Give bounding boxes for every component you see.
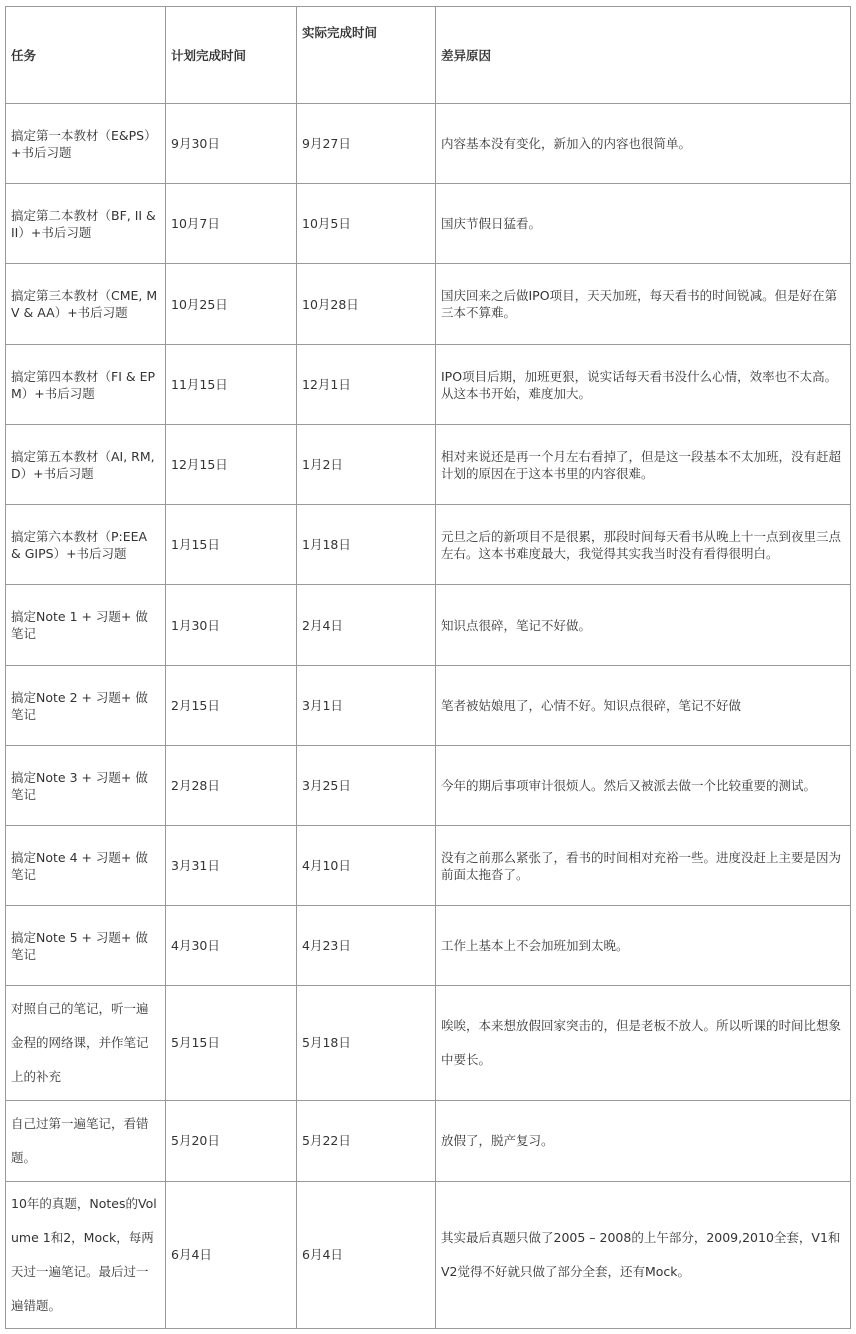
task-cell: 搞定第二本教材（BF, II & II）+书后习题 <box>6 184 166 264</box>
table-body <box>6 7 851 1329</box>
header-planned-date: 计划完成时间 <box>166 7 297 104</box>
table-row <box>6 345 851 425</box>
actual-date-cell: 2月4日 <box>297 585 436 666</box>
planned-date-cell: 11月15日 <box>166 345 297 425</box>
planned-date-cell: 9月30日 <box>166 104 297 184</box>
reason-cell: 今年的期后事项审计很烦人。然后又被派去做一个比较重要的测试。 <box>436 746 851 826</box>
task-cell: 搞定Note 4 + 习题+ 做笔记 <box>6 826 166 906</box>
actual-date-cell: 5月22日 <box>297 1101 436 1182</box>
table-row <box>6 264 851 345</box>
table-row <box>6 1101 851 1182</box>
planned-date-cell: 10月7日 <box>166 184 297 264</box>
planned-date-cell: 5月20日 <box>166 1101 297 1182</box>
task-cell: 10年的真题，Notes的Volume 1和2，Mock，每两天过一遍笔记。最后过一遍错题。 <box>6 1182 166 1329</box>
table-row <box>6 666 851 746</box>
actual-date-cell: 5月18日 <box>297 986 436 1101</box>
table-row <box>6 184 851 264</box>
actual-date-cell: 4月23日 <box>297 906 436 986</box>
schedule-table <box>5 6 851 1329</box>
actual-date-cell: 6月4日 <box>297 1182 436 1329</box>
actual-date-cell: 1月2日 <box>297 425 436 505</box>
actual-date-cell: 3月1日 <box>297 666 436 746</box>
planned-date-cell: 1月15日 <box>166 505 297 585</box>
table-row <box>6 1182 851 1329</box>
planned-date-cell: 6月4日 <box>166 1182 297 1329</box>
actual-date-cell: 10月28日 <box>297 264 436 345</box>
planned-date-cell: 12月15日 <box>166 425 297 505</box>
reason-cell: 相对来说还是再一个月左右看掉了，但是这一段基本不太加班，没有赶超计划的原因在于这本书里的内容很难。 <box>436 425 851 505</box>
task-cell: 搞定Note 2 + 习题+ 做笔记 <box>6 666 166 746</box>
table-row <box>6 906 851 986</box>
actual-date-cell: 3月25日 <box>297 746 436 826</box>
actual-date-cell: 1月18日 <box>297 505 436 585</box>
header-reason: 差异原因 <box>436 7 851 104</box>
reason-cell: 国庆节假日猛看。 <box>436 184 851 264</box>
actual-date-cell: 12月1日 <box>297 345 436 425</box>
planned-date-cell: 1月30日 <box>166 585 297 666</box>
header-actual-date: 实际完成时间 <box>297 7 436 104</box>
actual-date-cell: 4月10日 <box>297 826 436 906</box>
reason-cell: IPO项目后期，加班更狠，说实话每天看书没什么心情，效率也不太高。从这本书开始，难度加大。 <box>436 345 851 425</box>
table-row <box>6 104 851 184</box>
reason-cell: 其实最后真题只做了2005 – 2008的上午部分，2009,2010全套，V1和V2觉得不好就只做了部分全套，还有Mock。 <box>436 1182 851 1329</box>
actual-date-cell: 9月27日 <box>297 104 436 184</box>
actual-date-cell: 10月5日 <box>297 184 436 264</box>
reason-cell: 国庆回来之后做IPO项目，天天加班，每天看书的时间锐减。但是好在第三本不算难。 <box>436 264 851 345</box>
table-row <box>6 505 851 585</box>
table-row <box>6 826 851 906</box>
planned-date-cell: 4月30日 <box>166 906 297 986</box>
table-row <box>6 986 851 1101</box>
planned-date-cell: 10月25日 <box>166 264 297 345</box>
planned-date-cell: 2月28日 <box>166 746 297 826</box>
table-row <box>6 585 851 666</box>
reason-cell: 工作上基本上不会加班加到太晚。 <box>436 906 851 986</box>
task-cell: 自己过第一遍笔记，看错题。 <box>6 1101 166 1182</box>
task-cell: 搞定第一本教材（E&PS）+书后习题 <box>6 104 166 184</box>
reason-cell: 没有之前那么紧张了，看书的时间相对充裕一些。进度没赶上主要是因为前面太拖沓了。 <box>436 826 851 906</box>
task-cell: 搞定第五本教材（AI, RM, D）+书后习题 <box>6 425 166 505</box>
planned-date-cell: 3月31日 <box>166 826 297 906</box>
header-row <box>6 7 851 104</box>
reason-cell: 元旦之后的新项目不是很累，那段时间每天看书从晚上十一点到夜里三点左右。这本书难度最大，我觉得其实我当时没有看得很明白。 <box>436 505 851 585</box>
reason-cell: 放假了，脱产复习。 <box>436 1101 851 1182</box>
table-row <box>6 746 851 826</box>
reason-cell: 笔者被姑娘甩了，心情不好。知识点很碎，笔记不好做 <box>436 666 851 746</box>
task-cell: 对照自己的笔记，听一遍金程的网络课，并作笔记上的补充 <box>6 986 166 1101</box>
task-cell: 搞定第三本教材（CME, MV & AA）+书后习题 <box>6 264 166 345</box>
reason-cell: 内容基本没有变化，新加入的内容也很简单。 <box>436 104 851 184</box>
header-task: 任务 <box>6 7 166 104</box>
task-cell: 搞定第四本教材（FI & EPM）+书后习题 <box>6 345 166 425</box>
table-row <box>6 425 851 505</box>
reason-cell: 唉唉，本来想放假回家突击的，但是老板不放人。所以听课的时间比想象中要长。 <box>436 986 851 1101</box>
task-cell: 搞定Note 3 + 习题+ 做笔记 <box>6 746 166 826</box>
task-cell: 搞定Note 1 + 习题+ 做笔记 <box>6 585 166 666</box>
planned-date-cell: 5月15日 <box>166 986 297 1101</box>
reason-cell: 知识点很碎，笔记不好做。 <box>436 585 851 666</box>
planned-date-cell: 2月15日 <box>166 666 297 746</box>
task-cell: 搞定Note 5 + 习题+ 做笔记 <box>6 906 166 986</box>
task-cell: 搞定第六本教材（P:EEA & GIPS）+书后习题 <box>6 505 166 585</box>
